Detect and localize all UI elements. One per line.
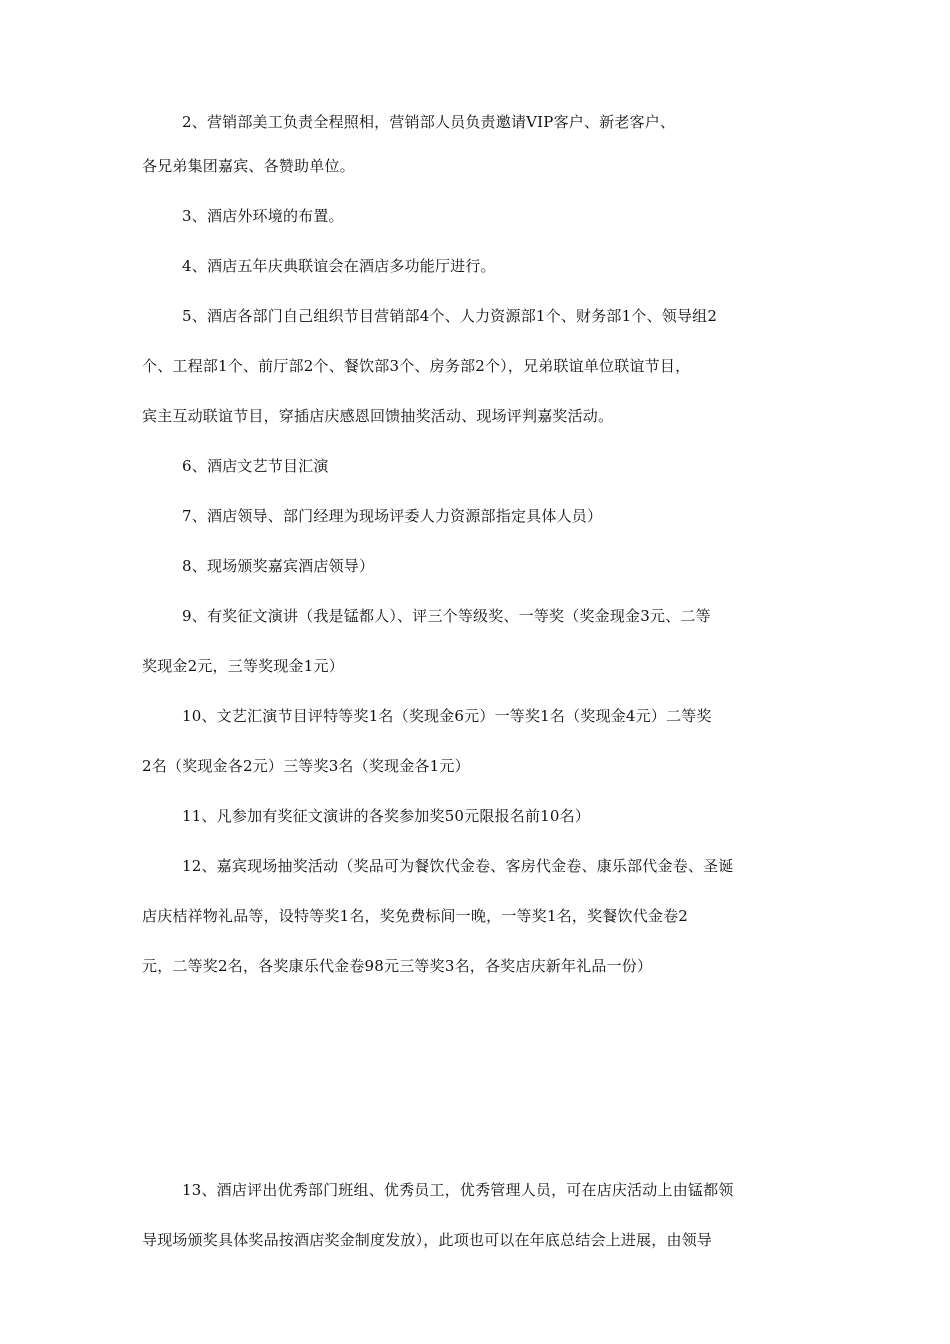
item-2-line-1: 2、营销部美工负责全程照相，营销部人员负责邀请VIP客户、新老客户、: [182, 113, 676, 131]
item-7-line-1: 7、酒店领导、部门经理为现场评委人力资源部指定具体人员）: [182, 507, 603, 525]
item-2-line-2: 各兄弟集团嘉宾、各赞助单位。: [142, 157, 355, 175]
item-8-line-1: 8、现场颁奖嘉宾酒店领导）: [182, 557, 375, 575]
item-11-line-1: 11、凡参加有奖征文演讲的各奖参加奖50元限报名前10名）: [182, 807, 591, 825]
item-12-line-1: 12、嘉宾现场抽奖活动（奖品可为餐饮代金卷、客房代金卷、康乐部代金卷、圣诞: [182, 857, 734, 875]
item-12-line-2: 店庆桔祥物礼品等，设特等奖1名，奖免费标间一晚，一等奖1名，奖餐饮代金卷2: [142, 907, 689, 925]
item-9-line-2: 奖现金2元，三等奖现金1元）: [142, 657, 344, 675]
item-9-line-1: 9、有奖征文演讲（我是锰都人）、评三个等级奖、一等奖（奖金现金3元、二等: [182, 607, 711, 625]
item-4-line-1: 4、酒店五年庆典联谊会在酒店多功能厅进行。: [182, 257, 496, 275]
item-13-line-1: 13、酒店评出优秀部门班组、优秀员工，优秀管理人员，可在店庆活动上由锰都领: [182, 1181, 734, 1199]
item-5-line-3: 宾主互动联谊节目，穿插店庆感恩回馈抽奖活动、现场评判嘉奖活动。: [142, 407, 614, 425]
item-10-line-1: 10、文艺汇演节目评特等奖1名（奖现金6元）一等奖1名（奖现金4元）二等奖: [182, 707, 712, 725]
item-10-line-2: 2名（奖现金各2元）三等奖3名（奖现金各1元）: [142, 757, 470, 775]
item-12-line-3: 元，二等奖2名，各奖康乐代金卷98元三等奖3名，各奖店庆新年礼品一份）: [142, 957, 653, 975]
item-3-line-1: 3、酒店外环境的布置。: [182, 207, 344, 225]
item-6-line-1: 6、酒店文艺节目汇演: [182, 457, 329, 475]
item-13-line-2: 导现场颁奖具体奖品按酒店奖金制度发放），此项也可以在年底总结会上进展，由领导: [142, 1231, 713, 1249]
item-5-line-2: 个、工程部1个、前厅部2个、餐饮部3个、房务部2个），兄弟联谊单位联谊节目，: [142, 357, 691, 375]
item-5-line-1: 5、酒店各部门自己组织节目营销部4个、人力资源部1个、财务部1个、领导组2: [182, 307, 718, 325]
